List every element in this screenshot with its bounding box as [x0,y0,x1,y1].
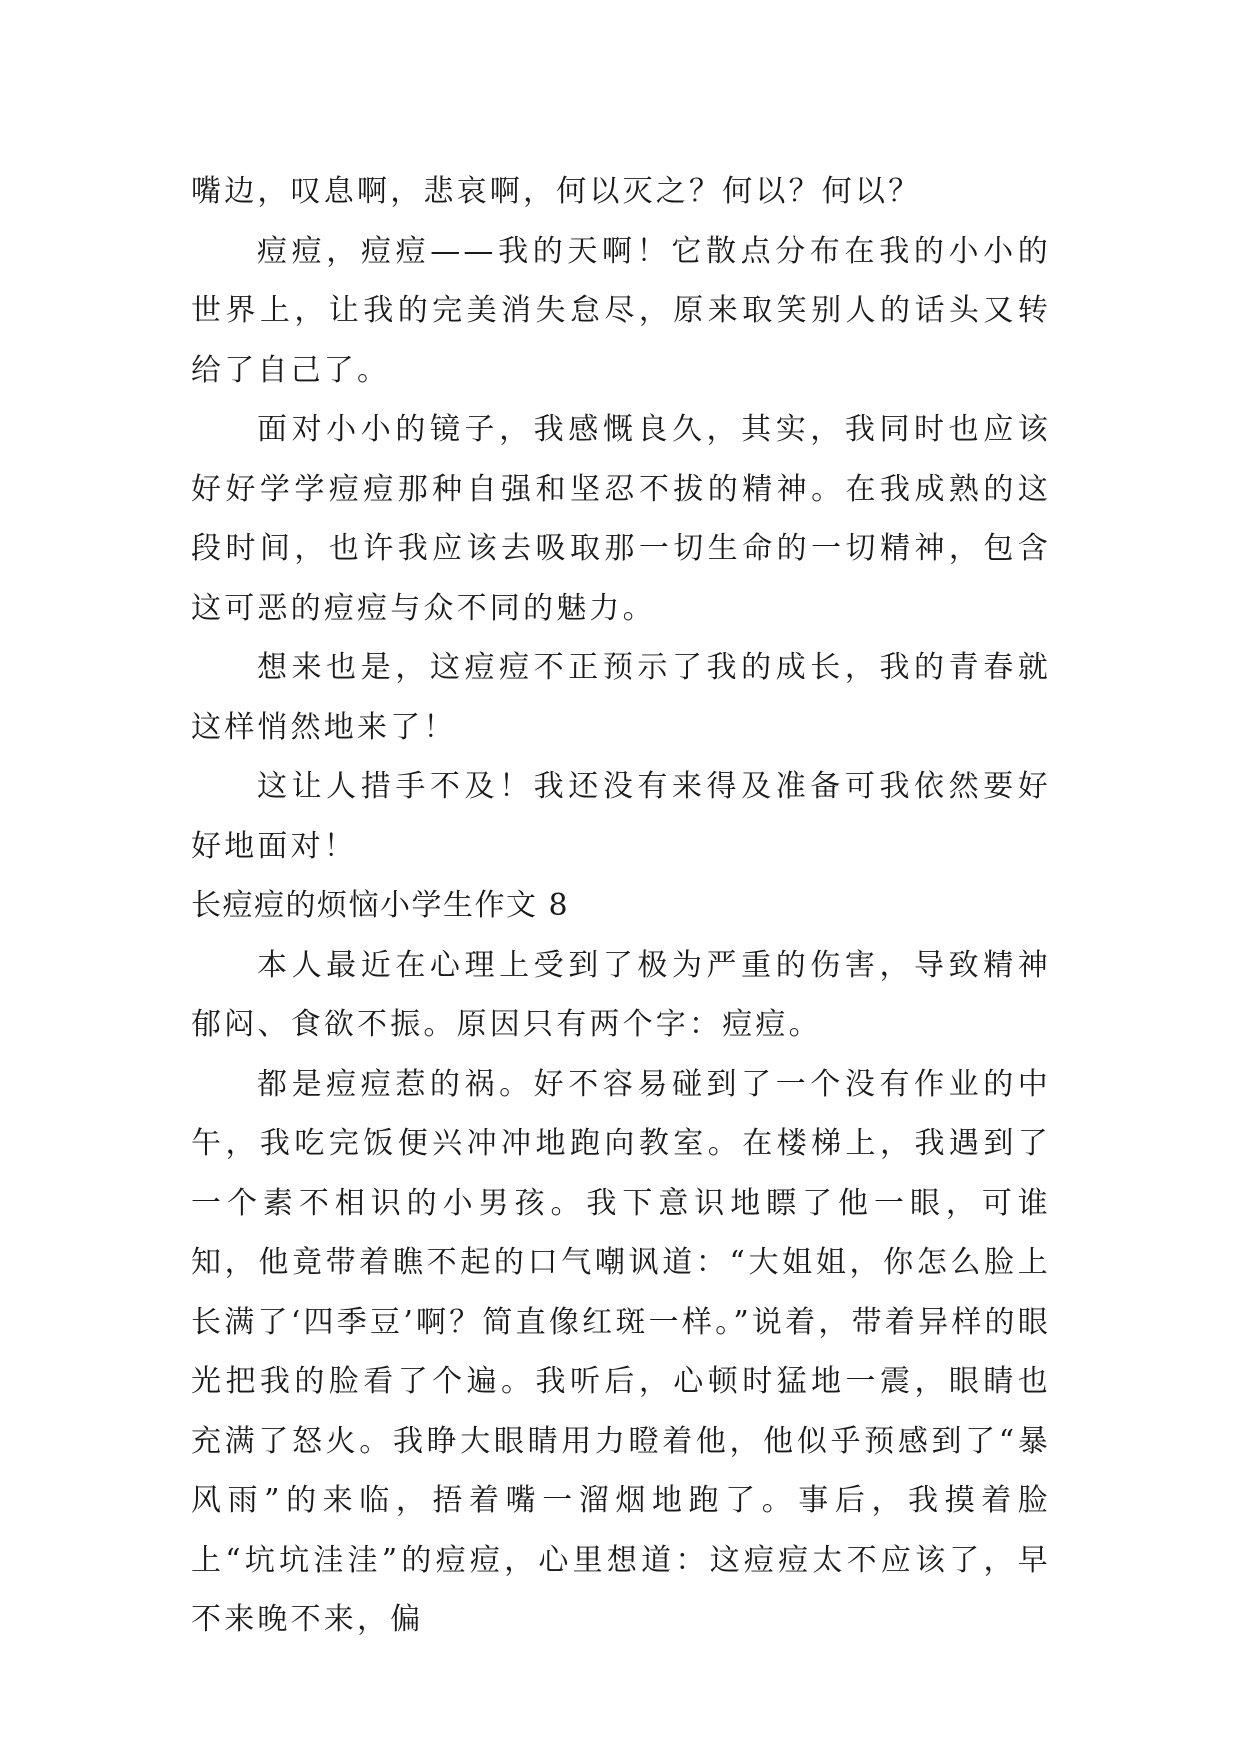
paragraph: 想来也是，这痘痘不正预示了我的成长，我的青春就这样悄然地来了！ [191,650,1051,745]
paragraph: 都是痘痘惹的祸。好不容易碰到了一个没有作业的中午，我吃完饭便兴冲冲地跑向教室。在楼梯上，我遇到了一个素不相识的小男孩。我下意识地瞟了他一眼，可谁知，他竟带着瞧不起的口气嘲讽道：“大姐姐，你怎么脸上长满了‘四季豆’啊？简直像红斑一样。”说着，带着异样的眼光把我的脸看了个遍。我听后，心顿时猛地一震，眼睛也充满了怒火。我睁大眼睛用力瞪着他，他似乎预感到了“暴风雨”的来临，捂着嘴一溜烟地跑了。事后，我摸着脸上“坑坑洼洼”的痘痘，心里想道：这痘痘太不应该了，早不来晚不来，偏 [191,1066,1051,1637]
paragraph: 痘痘，痘痘——我的天啊！它散点分布在我的小小的世界上，让我的完美消失怠尽，原来取笑别人的话头又转给了自己了。 [191,233,1051,388]
paragraph-continuation: 嘴边，叹息啊，悲哀啊，何以灭之？何以？何以？ [191,174,922,209]
section-title: 长痘痘的烦恼小学生作文 8 [191,888,570,923]
paragraph: 本人最近在心理上受到了极为严重的伤害，导致精神郁闷、食欲不振。原因只有两个字：痘痘。 [191,947,1051,1042]
document-body [191,162,1051,1650]
paragraph: 面对小小的镜子，我感慨良久，其实，我同时也应该好好学学痘痘那种自强和坚忍不拔的精神。在我成熟的这段时间，也许我应该去吸取那一切生命的一切精神，包含这可恶的痘痘与众不同的魅力。 [191,412,1051,626]
paragraph: 这让人措手不及！我还没有来得及准备可我依然要好好地面对！ [191,769,1051,864]
